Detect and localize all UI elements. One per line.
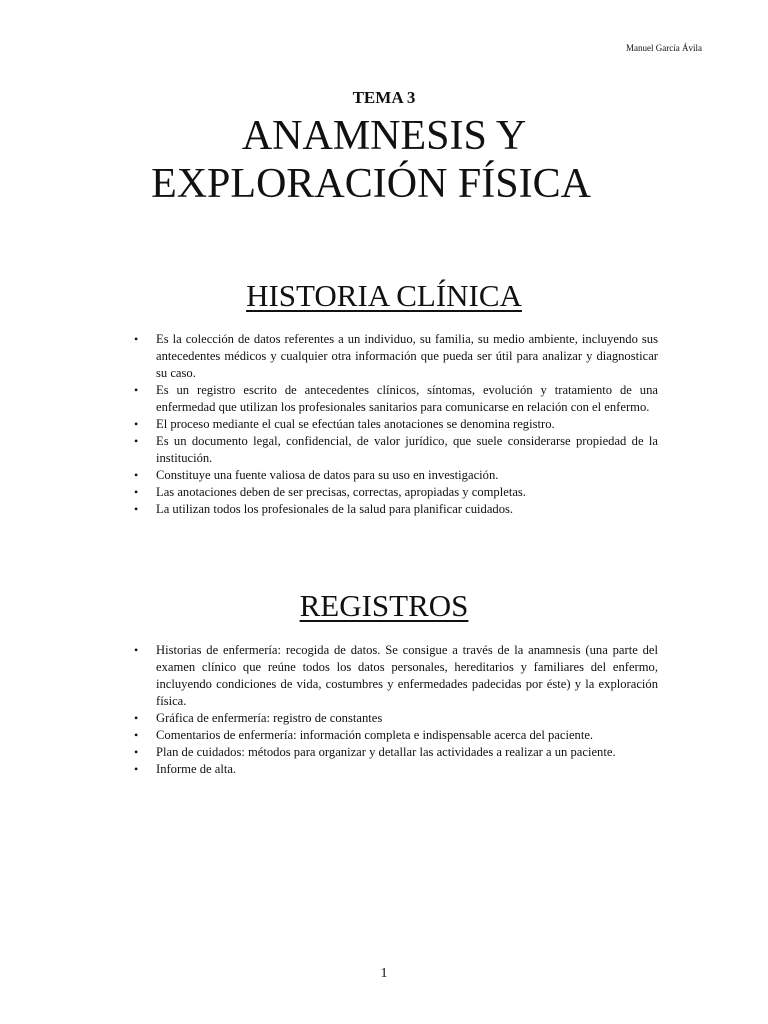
page-title bbox=[0, 112, 768, 208]
bullet-icon: • bbox=[134, 417, 139, 431]
list-item-text: Las anotaciones deben de ser precisas, correctas, apropiadas y completas. bbox=[156, 485, 526, 499]
list-item bbox=[134, 710, 658, 727]
bullet-icon: • bbox=[134, 468, 139, 482]
list-item-text: Es un registro escrito de antecedentes clínicos, síntomas, evolución y tratamiento de una enfermedad que utilizan los profesionales sanitarios para comunicarse en relación con el enfermo. bbox=[156, 383, 658, 414]
bullet-icon: • bbox=[134, 502, 139, 516]
page-title-line-1: ANAMNESIS Y bbox=[241, 113, 527, 159]
list-item-text: Gráfica de enfermería: registro de constantes bbox=[156, 711, 383, 725]
page-title-line-2: EXPLORACIÓN FÍSICA bbox=[151, 161, 591, 207]
bullet-icon: • bbox=[134, 762, 139, 776]
list-item bbox=[134, 467, 658, 484]
list-item-text: Comentarios de enfermería: información completa e indispensable acerca del paciente. bbox=[156, 728, 594, 742]
bullet-icon: • bbox=[134, 728, 139, 742]
list-item-text: El proceso mediante el cual se efectúan tales anotaciones se denomina registro. bbox=[156, 417, 555, 431]
list-item-text: La utilizan todos los profesionales de la salud para planificar cuidados. bbox=[156, 502, 514, 516]
bullet-icon: • bbox=[134, 332, 139, 346]
list-item-text: Historias de enfermería: recogida de datos. Se consigue a través de la anamnesis (una parte del examen clínico que reúne todos los datos personales, hereditarios y familiares del enfermo, incluyendo condiciones de vida, costumbres y enfermedades padecidas por éste) y la exploración física. bbox=[156, 643, 658, 708]
section-heading-registros: REGISTROS bbox=[299, 588, 469, 623]
list-item bbox=[134, 331, 658, 382]
list-item bbox=[134, 382, 658, 416]
bullet-icon: • bbox=[134, 434, 139, 448]
bullet-icon: • bbox=[134, 383, 139, 397]
list-item bbox=[134, 416, 658, 433]
bullet-icon: • bbox=[134, 711, 139, 725]
list-item-text: Informe de alta. bbox=[156, 762, 237, 776]
list-item-text: Es un documento legal, confidencial, de valor jurídico, que suele considerarse propiedad de la institución. bbox=[156, 434, 658, 465]
list-item-text: Plan de cuidados: métodos para organizar y detallar las actividades a realizar a un paciente. bbox=[156, 745, 616, 759]
bullet-icon: • bbox=[134, 485, 139, 499]
chapter-label: TEMA 3 bbox=[352, 88, 416, 107]
list-item-text: Constituye una fuente valiosa de datos para su uso en investigación. bbox=[156, 468, 499, 482]
bullet-icon: • bbox=[134, 745, 139, 759]
registros-list bbox=[134, 642, 658, 778]
historia-clinica-list bbox=[134, 331, 658, 518]
list-item-text: Es la colección de datos referentes a un individuo, su familia, su medio ambiente, incluyendo sus antecedentes médicos y cualquier otra información que pueda ser útil para analizar y diagnosticar su caso. bbox=[156, 332, 658, 380]
page-number: 1 bbox=[380, 966, 388, 981]
list-item bbox=[134, 761, 658, 778]
section-heading-historia-clinica: HISTORIA CLÍNICA bbox=[246, 278, 522, 313]
bullet-icon: • bbox=[134, 643, 139, 657]
list-item bbox=[134, 484, 658, 501]
list-item bbox=[134, 727, 658, 744]
list-item bbox=[134, 501, 658, 518]
header-author: Manuel García Ávila bbox=[626, 43, 702, 53]
list-item bbox=[134, 744, 658, 761]
list-item bbox=[134, 642, 658, 710]
list-item bbox=[134, 433, 658, 467]
